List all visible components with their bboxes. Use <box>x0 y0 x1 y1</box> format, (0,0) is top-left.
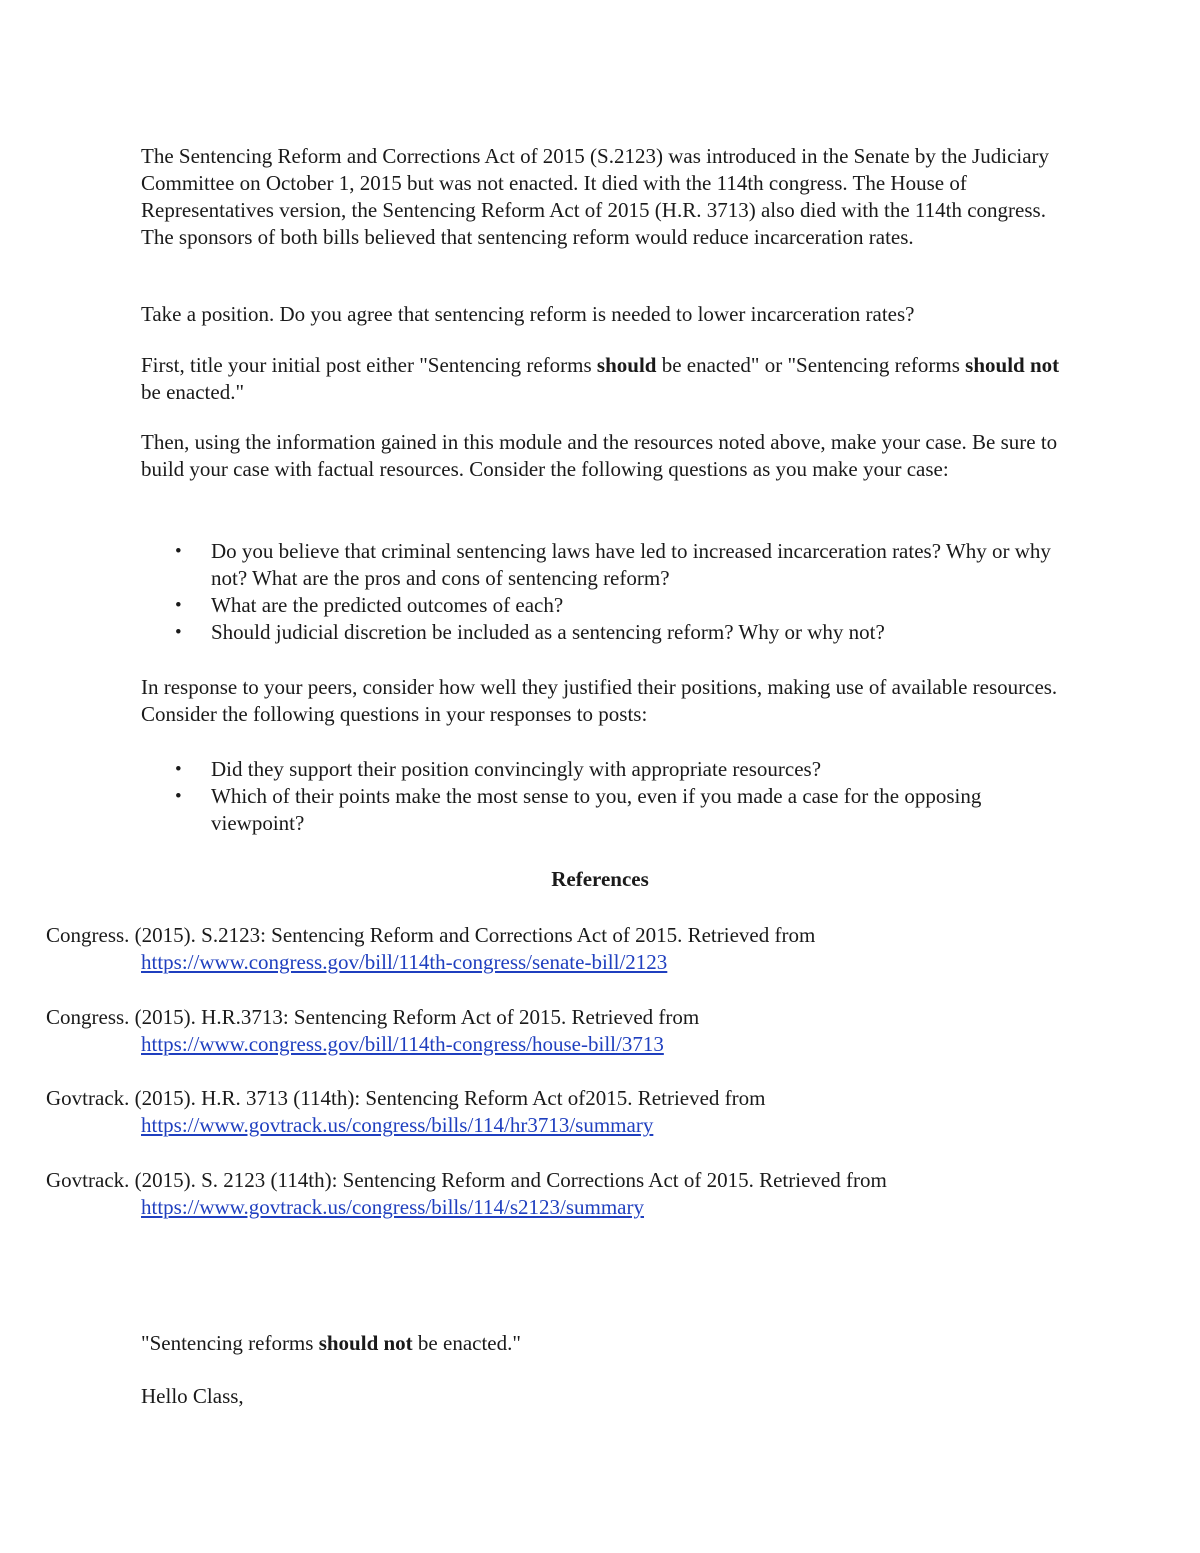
case-questions-list <box>141 538 1071 646</box>
bullet-icon: • <box>175 541 182 562</box>
reference-entry: Congress. (2015). H.R.3713: Sentencing Reform Act of 2015. Retrieved from https://www.congress.gov/bill/114th-congress/house-bill/3713 <box>46 1004 1146 1058</box>
bullet-icon: • <box>175 786 182 807</box>
greeting: Hello Class, <box>141 1384 244 1408</box>
reference-entry: Congress. (2015). S.2123: Sentencing Reform and Corrections Act of 2015. Retrieved from https://www.congress.gov/bill/114th-congress/senate-bill/2123 <box>46 922 1146 976</box>
position-prompt: Take a position. Do you agree that sentencing reform is needed to lower incarceration rates? <box>141 302 915 326</box>
intro-paragraph: The Sentencing Reform and Corrections Act of 2015 (S.2123) was introduced in the Senate by the Judiciary Committee on October 1, 2015 but was not enacted. It died with the 114th congress. The House of Representatives version, the Sentencing Reform Act of 2015 (H.R. 3713) also died with the 114th congress. The sponsors of both bills believed that sentencing reform would reduce incarceration rates. <box>141 144 1050 249</box>
list-item: • Did they support their position convincingly with appropriate resources? <box>175 757 822 781</box>
post-title: "Sentencing reforms should not be enacted." <box>141 1331 521 1355</box>
reference-entry: Govtrack. (2015). H.R. 3713 (114th): Sentencing Reform Act of2015. Retrieved from https://www.govtrack.us/congress/bills/114/hr3713/summary <box>46 1085 1146 1139</box>
list-item: • Should judicial discretion be included as a sentencing reform? Why or why not? <box>175 620 885 644</box>
peer-instruction: In response to your peers, consider how well they justified their positions, making use of available resources. Consider the following questions in your responses to posts: <box>141 675 1058 726</box>
list-item: • What are the predicted outcomes of each? <box>175 593 564 617</box>
reference-link[interactable]: https://www.congress.gov/bill/114th-congress/senate-bill/2123 <box>141 950 668 974</box>
bullet-icon: • <box>175 759 182 780</box>
peer-questions-list <box>141 756 1071 837</box>
reference-link[interactable]: https://www.govtrack.us/congress/bills/114/hr3713/summary <box>141 1113 654 1137</box>
bullet-icon: • <box>175 595 182 616</box>
references-heading: References <box>551 867 649 891</box>
reference-link[interactable]: https://www.govtrack.us/congress/bills/114/s2123/summary <box>141 1195 644 1219</box>
bullet-icon: • <box>175 622 182 643</box>
list-item: • Which of their points make the most sense to you, even if you made a case for the opposing viewpoint? <box>175 784 982 835</box>
case-instruction: Then, using the information gained in this module and the resources noted above, make your case. Be sure to build your case with factual resources. Consider the following questions as you make your case: <box>141 430 1058 481</box>
reference-link[interactable]: https://www.congress.gov/bill/114th-congress/house-bill/3713 <box>141 1032 664 1056</box>
list-item: • Do you believe that criminal sentencing laws have led to increased incarceration rates? Why or why not? What are the pros and cons of sentencing reform? <box>175 539 1051 590</box>
title-instruction: First, title your initial post either "Sentencing reforms should be enacted" or "Sentencing reforms should not be enacted." <box>141 353 1060 404</box>
reference-entry: Govtrack. (2015). S. 2123 (114th): Sentencing Reform and Corrections Act of 2015. Retrieved from https://www.govtrack.us/congress/bills/114/s2123/summary <box>46 1167 1146 1221</box>
